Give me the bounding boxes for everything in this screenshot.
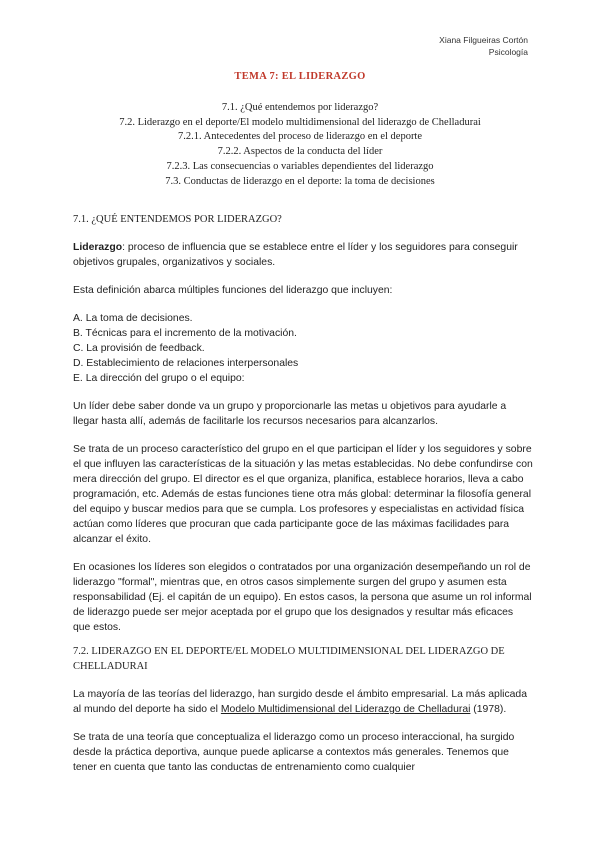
paragraph: Un líder debe saber donde va un grupo y proporcionarle las metas u objetivos para ayudarle a llegar hasta allí, además de facilitarle los recursos necesarios para alcanzarlos. xyxy=(73,401,507,427)
model-link[interactable]: Modelo Multidimensional del Liderazgo de Chelladurai xyxy=(220,704,471,715)
list-intro: Esta definición abarca múltiples funciones del liderazgo que incluyen: xyxy=(73,285,393,296)
author-name: Xiana Filgueiras Cortón xyxy=(439,35,528,45)
definition-term: Liderazgo xyxy=(73,242,123,253)
page-header xyxy=(439,34,528,58)
paragraph xyxy=(73,687,533,717)
toc-item: 7.1. ¿Qué entendemos por liderazgo? xyxy=(221,102,379,113)
paragraph: En ocasiones los líderes son elegidos o contratados por una organización desempeñando un rol de liderazgo "formal", mientras que, en otros casos simplemente surgen del grupo y asumen esta responsabilidad (Ej. el capitán de un equipo). En estos casos, la persona que asume un rol informal de liderazgo puede ser mejor aceptada por el grupo que los designados y resultar más eficaces que estos. xyxy=(73,562,532,633)
paragraph-text: (1978). xyxy=(470,704,507,715)
toc-item: 7.2.1. Antecedentes del proceso de liderazgo en el deporte xyxy=(177,131,423,143)
definition-text: : proceso de influencia que se establece entre el líder y los seguidores para conseguir objetivos grupales, organizativos y sociales. xyxy=(73,242,518,268)
definition-paragraph xyxy=(73,240,533,270)
paragraph: Se trata de una teoría que conceptualiza el liderazgo como un proceso interaccional, ha surgido desde la práctica deportiva, aunque puede aplicarse a contextos más generales. Tenemos que tener en cuenta que tanto las conductas de entrenamiento como cualquier xyxy=(73,732,515,773)
list-item: C. La provisión de feedback. xyxy=(73,343,205,354)
document-title: TEMA 7: EL LIDERAZGO xyxy=(234,71,366,82)
document-body xyxy=(73,212,533,775)
subject-name: Psicología xyxy=(488,47,528,57)
section-heading-7-1: 7.1. ¿QUÉ ENTENDEMOS POR LIDERAZGO? xyxy=(73,214,282,225)
paragraph: Se trata de un proceso característico del grupo en el que participan el líder y los seguidores y sobre el que influyen las características de la situación y las metas establecidas. No debe confundirse con mera dirección del grupo. El director es el que organiza, planifica, establece horarios, lleva a cabo programación, etc. Además de estas funciones tiene otra más global: determinar la filosofía general del equipo y buscar medios para que se cumpla. Los profesores y especialistas en actividad física actúan como líderes que procuran que cada participante goce de las máximas facilidades para alcanzar el éxito. xyxy=(73,444,533,545)
paragraph-text: La mayoría de las teorías del liderazgo, han surgido desde el ámbito empresarial. La más aplicada al mundo del deporte ha sido el xyxy=(73,689,527,715)
list-item: E. La dirección del grupo o el equipo: xyxy=(73,373,245,384)
toc-item: 7.2. Liderazgo en el deporte/El modelo multidimensional del liderazgo de Chelladurai xyxy=(119,116,481,128)
toc-item: 7.2.3. Las consecuencias o variables dependientes del liderazgo xyxy=(166,160,434,172)
list-item: D. Establecimiento de relaciones interpersonales xyxy=(73,358,299,369)
table-of-contents xyxy=(60,101,540,189)
toc-item: 7.3. Conductas de liderazgo en el deporte: la toma de decisiones xyxy=(165,175,435,187)
list-item: B. Técnicas para el incremento de la motivación. xyxy=(73,328,297,339)
section-heading-7-2: 7.2. LIDERAZGO EN EL DEPORTE/EL MODELO MULTIDIMENSIONAL DEL LIDERAZGO DE CHELLADURAI xyxy=(73,646,505,672)
list-item: A. La toma de decisiones. xyxy=(73,313,193,324)
toc-item: 7.2.2. Aspectos de la conducta del líder xyxy=(217,146,383,158)
function-list xyxy=(73,311,533,386)
